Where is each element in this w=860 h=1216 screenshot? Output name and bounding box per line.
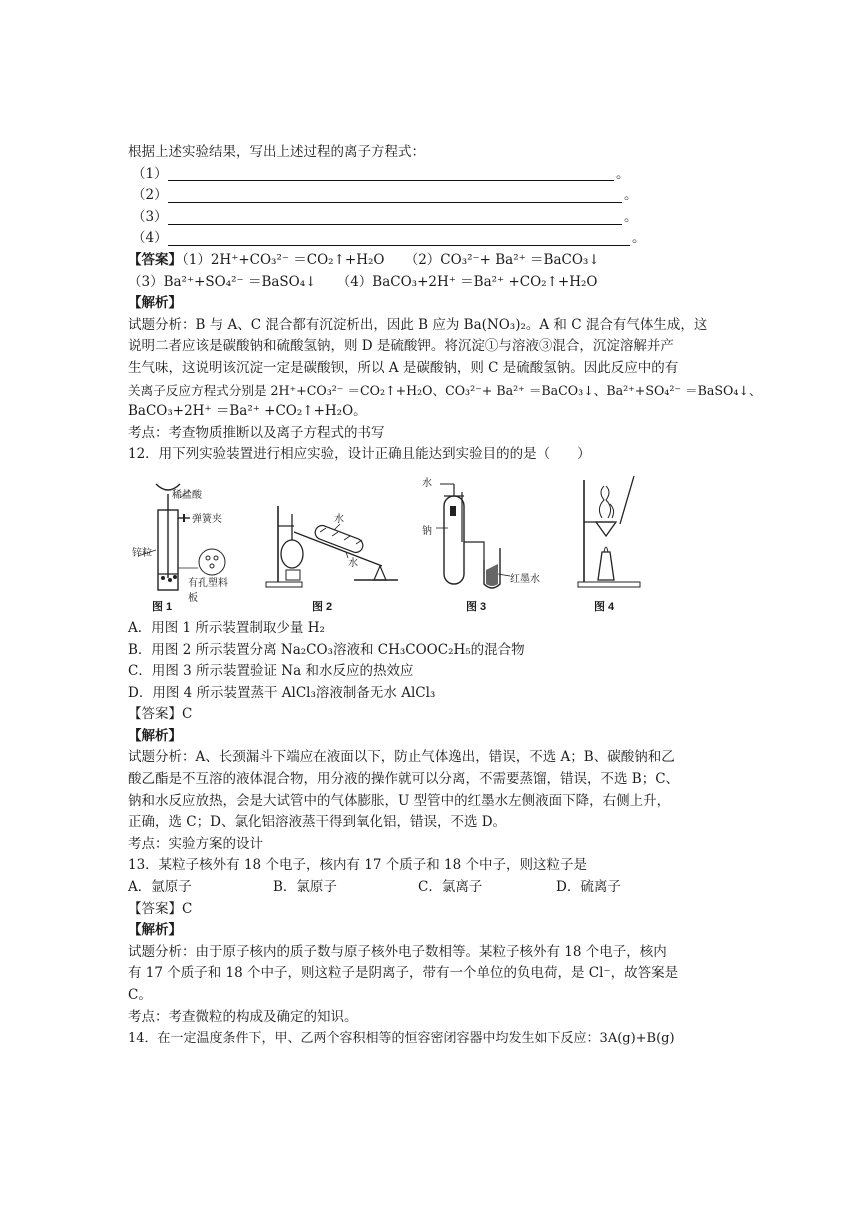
blank-line xyxy=(168,189,622,203)
label-water-top: 水 xyxy=(334,513,344,525)
figure-2-caption: 图 2 xyxy=(312,600,333,613)
q13-option-b: B．氯原子 xyxy=(273,879,337,896)
q13-analysis-label: 【解析】 xyxy=(128,922,182,939)
answer-blank-4 xyxy=(128,228,738,250)
figure-4 xyxy=(572,470,652,616)
figure-3-apparatus xyxy=(414,470,546,616)
figure-4-apparatus xyxy=(572,470,652,616)
label-water-bottom: 水 xyxy=(348,557,358,569)
document-page xyxy=(128,142,762,1050)
blank-line xyxy=(168,232,630,246)
q12-option-a: A．用图 1 所示装置制取少量 H₂ xyxy=(128,619,325,636)
q11-analysis-line: 关离子反应方程式分别是 2H⁺+CO₃²⁻ ＝CO₂↑+H₂O、CO₃²⁻+ Ba²⁺ ＝BaCO₃↓、Ba²⁺+SO₄²⁻ ＝BaSO₄↓、 xyxy=(128,382,762,398)
q11-instruction: 根据上述实验结果，写出上述过程的离子方程式： xyxy=(128,144,425,160)
label-red-ink: 红墨水 xyxy=(510,573,540,585)
q13-analysis-line: C。 xyxy=(128,987,152,1003)
q12-analysis-line: 钠和水反应放热，会是大试管中的气体膨胀，U 型管中的红墨水左侧液面下降，右侧上升， xyxy=(128,792,671,809)
q12-answer: 【答案】C xyxy=(128,706,193,723)
q13-option-d: D．硫离子 xyxy=(556,879,621,896)
label-sodium: 钠 xyxy=(422,525,432,537)
answer-blank-1 xyxy=(128,164,738,186)
q12-analysis-line: 酸乙酯是不互溶的液体混合物，用分液的操作就可以分离，不需要蒸馏，错误，不选 B；C、 xyxy=(128,771,680,788)
q11-analysis-line: 试题分析：B 与 A、C 混合都有沉淀析出，因此 B 应为 Ba(NO₃)₂。A 和 C 混合有气体生成，这 xyxy=(128,316,708,333)
q11-analysis-line: 说明二者应该是碳酸钠和硫酸氢钠，则 D 是硫酸钾。将沉淀①与溶液③混合，沉淀溶解并产 xyxy=(128,338,674,355)
blank-number: （3） xyxy=(132,208,168,225)
label-plastic-plate: 有孔塑料板 xyxy=(188,577,228,604)
q13-kaodian: 考点：考查微粒的构成及确定的知识。 xyxy=(128,1008,358,1025)
blank-line xyxy=(168,167,614,181)
blank-number: （2） xyxy=(132,187,168,204)
answer-blank-2 xyxy=(128,185,738,207)
q11-kaodian: 考点：考查物质推断以及离子方程式的书写 xyxy=(128,424,385,441)
q12-analysis-line: 正确，选 C；D、氯化铝溶液蒸干得到氧化铝，错误，不选 D。 xyxy=(128,814,507,831)
blank-end: 。 xyxy=(632,230,646,247)
q11-answer-line2: （3）Ba²⁺+SO₄²⁻ ＝BaSO₄↓ （4）BaCO₃+2H⁺ ＝Ba²⁺ +CO₂↑+H₂O xyxy=(128,273,598,290)
q12-option-c: C．用图 3 所示装置验证 Na 和水反应的热效应 xyxy=(128,663,414,680)
label-water: 水 xyxy=(422,477,432,489)
blank-end: 。 xyxy=(624,208,638,225)
q13-answer: 【答案】C xyxy=(128,900,193,917)
blank-number: （1） xyxy=(132,165,168,182)
q11-analysis-label: 【解析】 xyxy=(128,295,182,312)
q13-analysis-line: 试题分析：由于原子核内的质子数与原子核外电子数相等。某粒子核外有 18 个电子，核内 xyxy=(128,943,667,960)
q14-stem: 14．在一定温度条件下，甲、乙两个容积相等的恒容密闭容器中均发生如下反应：3A(g)+B(g) xyxy=(128,1031,675,1047)
blank-end: 。 xyxy=(624,187,638,204)
q11-analysis-line: BaCO₃+2H⁺ ＝Ba²⁺ +CO₂↑+H₂O。 xyxy=(128,403,367,420)
q11-answer-line1 xyxy=(128,250,738,272)
figure-1-caption: 图 1 xyxy=(152,600,173,613)
q12-option-b: B．用图 2 所示装置分离 Na₂CO₃溶液和 CH₃COOC₂H₅的混合物 xyxy=(128,641,525,658)
q13-stem: 13．某粒子核外有 18 个电子，核内有 17 个质子和 18 个中子，则这粒子是 xyxy=(128,857,587,874)
blank-end: 。 xyxy=(616,165,630,182)
label-zinc: 锌粒 xyxy=(132,547,152,559)
q13-options xyxy=(128,877,738,899)
answer-label: 【答案】 xyxy=(128,251,182,268)
figure-2-apparatus xyxy=(262,470,404,616)
blank-line xyxy=(168,211,622,225)
q12-option-d: D．用图 4 所示装置蒸干 AlCl₃溶液制备无水 AlCl₃ xyxy=(128,684,436,701)
label-spring-clip: 弹簧夹 xyxy=(192,513,222,525)
q12-stem: 12．用下列实验装置进行相应实验，设计正确且能达到实验目的的是（ ） xyxy=(128,446,591,463)
q12-analysis-label: 【解析】 xyxy=(128,727,182,744)
q12-kaodian: 考点：实验方案的设计 xyxy=(128,835,263,852)
figure-1 xyxy=(132,470,236,616)
q13-option-a: A．氩原子 xyxy=(128,879,192,896)
figure-3 xyxy=(414,470,546,616)
q11-analysis-line: 生气味，这说明该沉淀一定是碳酸钡，所以 A 是碳酸钠，则 C 是硫酸氢钠。因此反应中的有 xyxy=(128,359,679,376)
figure-2 xyxy=(262,470,404,616)
figure-4-caption: 图 4 xyxy=(594,600,615,613)
blank-number: （4） xyxy=(132,230,168,247)
answer-text: （1）2H⁺+CO₃²⁻ ＝CO₂↑+H₂O （2）CO₃²⁻+ Ba²⁺ ＝BaCO₃↓ xyxy=(182,251,600,268)
q13-option-c: C．氯离子 xyxy=(418,879,483,896)
q12-figures xyxy=(128,470,738,616)
figure-3-caption: 图 3 xyxy=(466,600,487,613)
label-dilute-hcl: 稀盐酸 xyxy=(172,489,202,501)
q12-analysis-line: 试题分析：A、长颈漏斗下端应在液面以下，防止气体逸出，错误，不选 A；B、碳酸钠和乙 xyxy=(128,749,675,766)
answer-blank-3 xyxy=(128,207,738,229)
q13-analysis-line: 有 17 个质子和 18 个中子，则这粒子是阴离子，带有一个单位的负电荷，是 Cl⁻，故答案是 xyxy=(128,965,679,982)
